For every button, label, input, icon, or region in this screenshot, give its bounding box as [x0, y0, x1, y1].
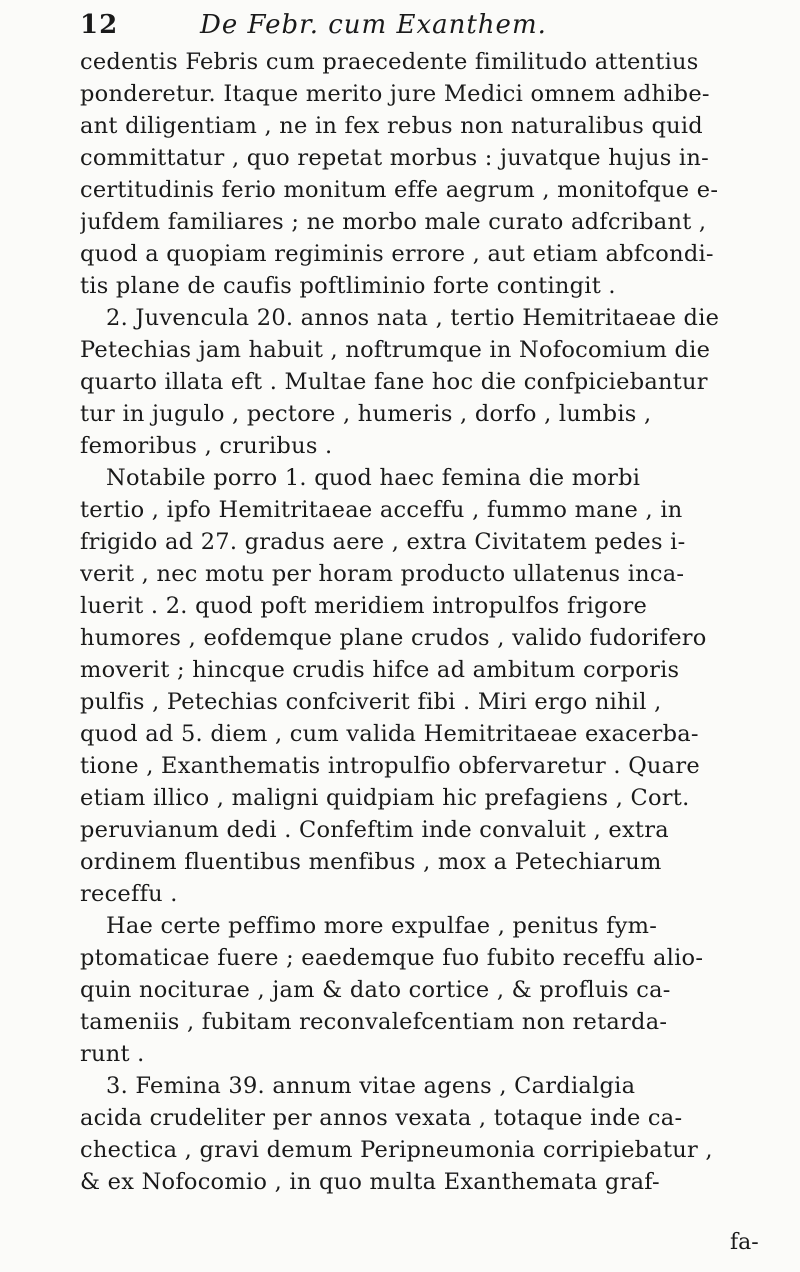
text-line: luerit . 2. quod poft meridiem intropulfos frigore — [80, 593, 648, 619]
text-line: verit , nec motu per horam producto ullatenus inca- — [80, 561, 685, 587]
text-line: chectica , gravi demum Peripneumonia corripiebatur , — [80, 1137, 713, 1163]
text-line: ant diligentiam , ne in fex rebus non naturalibus quid — [80, 113, 703, 139]
text-line: femoribus , cruribus . — [80, 433, 333, 459]
text-line: pulfis , Petechias confciverit fibi . Miri ergo nihil , — [80, 689, 662, 715]
text-line: runt . — [80, 1041, 145, 1067]
text-line: tameniis , fubitam reconvalefcentiam non retarda- — [80, 1009, 668, 1035]
text-line: receffu . — [80, 881, 178, 907]
text-line: tis plane de caufis poftliminio forte contingit . — [80, 273, 616, 299]
text-line: ordinem fluentibus menfibus , mox a Petechiarum — [80, 849, 662, 875]
text-line: moverit ; hincque crudis hifce ad ambitum corporis — [80, 657, 680, 683]
text-line: 2. Juvencula 20. annos nata , tertio Hemitritaeae die — [106, 305, 720, 331]
text-line: ponderetur. Itaque merito jure Medici omnem adhibe- — [80, 81, 710, 107]
text-line: quin nociturae , jam & dato cortice , & profluis ca- — [80, 977, 671, 1003]
text-line: frigido ad 27. gradus aere , extra Civitatem pedes i- — [80, 529, 686, 555]
text-line: quarto illata eft . Multae fane hoc die confpiciebantur — [80, 369, 708, 395]
text-line: quod ad 5. diem , cum valida Hemitritaeae exacerba- — [80, 721, 699, 747]
text-line: cedentis Febris cum praecedente fimilitudo attentius — [80, 49, 699, 75]
text-line: jufdem familiares ; ne morbo male curato adfcribant , — [80, 209, 707, 235]
running-title: De Febr. cum Exanthem. — [200, 10, 547, 40]
text-line: Notabile porro 1. quod haec femina die morbi — [106, 465, 641, 491]
text-line: certitudinis ferio monitum effe aegrum , monitofque e- — [80, 177, 719, 203]
text-line: peruvianum dedi . Confeftim inde convaluit , extra — [80, 817, 669, 843]
text-line: etiam illico , maligni quidpiam hic prefagiens , Cort. — [80, 785, 690, 811]
text-line: Petechias jam habuit , noftrumque in Nofocomium die — [80, 337, 711, 363]
text-line: 3. Femina 39. annum vitae agens , Cardialgia — [106, 1073, 636, 1099]
text-line: tertio , ipfo Hemitritaeae acceffu , fummo mane , in — [80, 497, 683, 523]
text-line: ptomaticae fuere ; eaedemque fuo fubito receffu alio- — [80, 945, 704, 971]
text-line: & ex Nofocomio , in quo multa Exanthemata graf- — [80, 1169, 660, 1195]
text-line: tur in jugulo , pectore , humeris , dorfo , lumbis , — [80, 401, 652, 427]
text-line: humores , eofdemque plane crudos , valido fudorifero — [80, 625, 707, 651]
body-text — [80, 46, 788, 1198]
page-number: 12 — [80, 10, 119, 40]
text-line: committatur , quo repetat morbus : juvatque hujus in- — [80, 145, 709, 171]
catchword: fa- — [730, 1230, 759, 1255]
text-line: acida crudeliter per annos vexata , totaque inde ca- — [80, 1105, 683, 1131]
page-header — [80, 10, 780, 44]
text-line: quod a quopiam regiminis errore , aut etiam abfcondi- — [80, 241, 714, 267]
text-line: Hae certe peffimo more expulfae , penitus fym- — [106, 913, 658, 939]
text-line: tione , Exanthematis intropulfio obfervaretur . Quare — [80, 753, 700, 779]
